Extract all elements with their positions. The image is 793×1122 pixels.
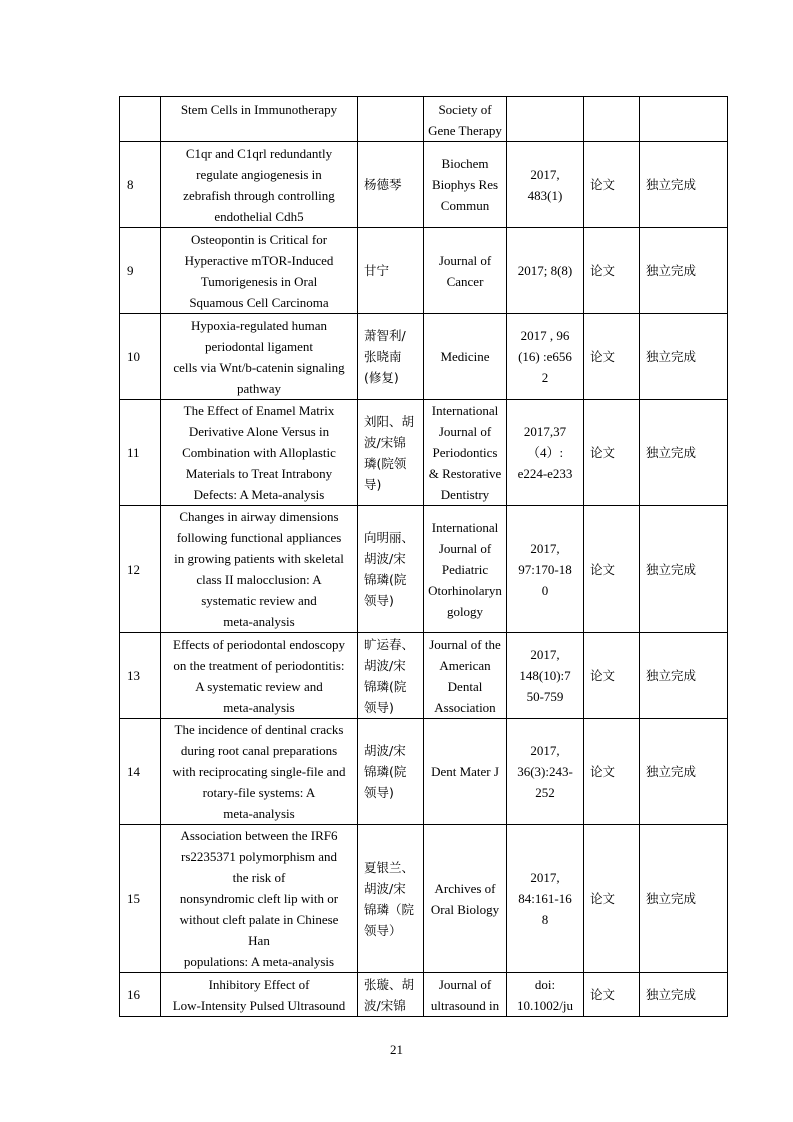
table-row (120, 506, 728, 633)
paper-title-cell: Association between the IRF6 rs2235371 polymorphism and the risk of nonsyndromic cleft lip with or without cleft palate in Chinese Han populations: A meta-analysis (161, 825, 358, 973)
publication-info-cell: doi: 10.1002/ju (507, 973, 584, 1017)
completion-status-cell: 独立完成 (640, 142, 728, 228)
result-type-cell: 论文 (584, 633, 640, 719)
row-number-cell (120, 97, 161, 142)
table-row (120, 314, 728, 400)
author-cell: 夏银兰、 胡波/宋 锦璘（院 领导） (358, 825, 424, 973)
journal-cell: International Journal of Periodontics & Restorative Dentistry (424, 400, 507, 506)
table-row (120, 97, 728, 142)
result-type-cell: 论文 (584, 314, 640, 400)
paper-title-cell: C1qr and C1qrl redundantly regulate angiogenesis in zebrafish through controlling endothelial Cdh5 (161, 142, 358, 228)
row-number-cell: 8 (120, 142, 161, 228)
table-row (120, 825, 728, 973)
paper-title-cell: The Effect of Enamel Matrix Derivative Alone Versus in Combination with Alloplastic Materials to Treat Intrabony Defects: A Meta-analysis (161, 400, 358, 506)
publication-info-cell (507, 97, 584, 142)
journal-cell: Society of Gene Therapy (424, 97, 507, 142)
journal-cell: Archives of Oral Biology (424, 825, 507, 973)
author-cell: 刘阳、胡 波/宋锦 璘(院领 导) (358, 400, 424, 506)
completion-status-cell: 独立完成 (640, 973, 728, 1017)
result-type-cell (584, 97, 640, 142)
result-type-cell: 论文 (584, 506, 640, 633)
result-type-cell: 论文 (584, 142, 640, 228)
result-type-cell: 论文 (584, 973, 640, 1017)
journal-cell: Journal of the American Dental Association (424, 633, 507, 719)
journal-cell: Medicine (424, 314, 507, 400)
result-type-cell: 论文 (584, 825, 640, 973)
completion-status-cell: 独立完成 (640, 719, 728, 825)
author-cell: 胡波/宋 锦璘(院 领导) (358, 719, 424, 825)
table-body (120, 97, 728, 1017)
completion-status-cell: 独立完成 (640, 314, 728, 400)
paper-title-cell: Hypoxia-regulated human periodontal ligament cells via Wnt/b-catenin signaling pathway (161, 314, 358, 400)
publications-table (119, 96, 728, 1017)
row-number-cell: 9 (120, 228, 161, 314)
paper-title-cell: Stem Cells in Immunotherapy (161, 97, 358, 142)
table-row (120, 400, 728, 506)
completion-status-cell (640, 97, 728, 142)
publication-info-cell: 2017, 483(1) (507, 142, 584, 228)
journal-cell: Dent Mater J (424, 719, 507, 825)
publication-info-cell: 2017, 148(10):7 50-759 (507, 633, 584, 719)
page-number: 21 (390, 1042, 403, 1057)
table-row (120, 228, 728, 314)
row-number-cell: 12 (120, 506, 161, 633)
completion-status-cell: 独立完成 (640, 506, 728, 633)
publication-info-cell: 2017; 8(8) (507, 228, 584, 314)
table-row (120, 142, 728, 228)
journal-cell: International Journal of Pediatric Otorhinolaryn gology (424, 506, 507, 633)
author-cell (358, 97, 424, 142)
author-cell: 向明丽、 胡波/宋 锦璘(院 领导) (358, 506, 424, 633)
author-cell: 萧智利/ 张晓南 (修复) (358, 314, 424, 400)
completion-status-cell: 独立完成 (640, 825, 728, 973)
completion-status-cell: 独立完成 (640, 400, 728, 506)
result-type-cell: 论文 (584, 719, 640, 825)
publication-info-cell: 2017 , 96 (16) :e656 2 (507, 314, 584, 400)
publication-info-cell: 2017, 36(3):243- 252 (507, 719, 584, 825)
publication-info-cell: 2017, 84:161-16 8 (507, 825, 584, 973)
table-row (120, 719, 728, 825)
row-number-cell: 16 (120, 973, 161, 1017)
paper-title-cell: The incidence of dentinal cracks during root canal preparations with reciprocating single-file and rotary-file systems: A meta-analysis (161, 719, 358, 825)
publication-info-cell: 2017, 97:170-18 0 (507, 506, 584, 633)
publication-info-cell: 2017,37 （4）: e224-e233 (507, 400, 584, 506)
completion-status-cell: 独立完成 (640, 228, 728, 314)
paper-title-cell: Osteopontin is Critical for Hyperactive mTOR-Induced Tumorigenesis in Oral Squamous Cell Carcinoma (161, 228, 358, 314)
journal-cell: Journal of ultrasound in (424, 973, 507, 1017)
row-number-cell: 11 (120, 400, 161, 506)
row-number-cell: 10 (120, 314, 161, 400)
journal-cell: Journal of Cancer (424, 228, 507, 314)
completion-status-cell: 独立完成 (640, 633, 728, 719)
paper-title-cell: Changes in airway dimensions following functional appliances in growing patients with skeletal class II malocclusion: A systematic review and meta-analysis (161, 506, 358, 633)
result-type-cell: 论文 (584, 228, 640, 314)
journal-cell: Biochem Biophys Res Commun (424, 142, 507, 228)
table-row (120, 973, 728, 1017)
paper-title-cell: Inhibitory Effect of Low-Intensity Pulsed Ultrasound (161, 973, 358, 1017)
author-cell: 甘宁 (358, 228, 424, 314)
author-cell: 杨德琴 (358, 142, 424, 228)
row-number-cell: 15 (120, 825, 161, 973)
author-cell: 张璇、胡 波/宋锦 (358, 973, 424, 1017)
row-number-cell: 14 (120, 719, 161, 825)
result-type-cell: 论文 (584, 400, 640, 506)
author-cell: 旷运春、 胡波/宋 锦璘(院 领导) (358, 633, 424, 719)
paper-title-cell: Effects of periodontal endoscopy on the treatment of periodontitis: A systematic review and meta-analysis (161, 633, 358, 719)
row-number-cell: 13 (120, 633, 161, 719)
table-row (120, 633, 728, 719)
